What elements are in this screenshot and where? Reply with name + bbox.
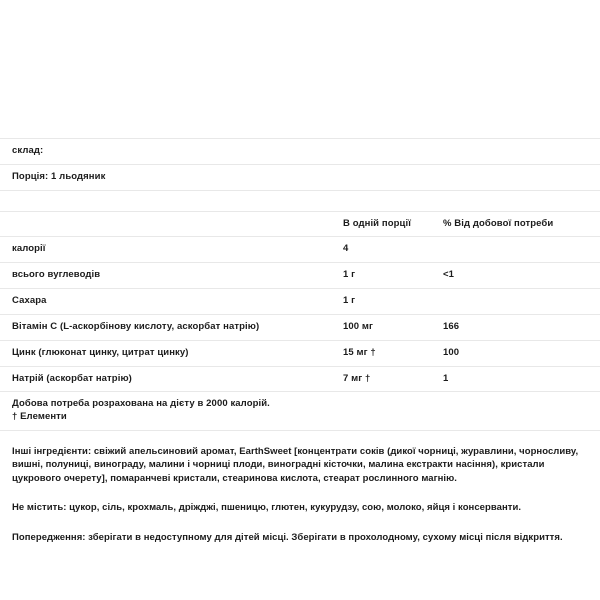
nutrient-amount: 100 мг (343, 314, 443, 340)
table-row (0, 289, 600, 315)
table-row (0, 340, 600, 366)
nutrient-daily-value: 1 (443, 366, 600, 392)
other-ingredients-text: Інші інгредієнти: свіжий апельсиновий аромат, EarthSweet [концентрати соків (дикої чорниці, журавлини, чорносливу, вишні, полуниці, винограду, малини і чорниці плоди, виноградні кісточки, малина екстракти насіння), кристали цукрового очерету], помаранчеві кристали, стеаринова кислота, стеарат рослинного магнію. (12, 445, 579, 484)
warning-text: Попередження: зберігати в недоступному для дітей місці. Зберігати в прохолодному, сухому місці після відкриття. (12, 531, 563, 543)
panel-title-amount-spacer (343, 139, 443, 165)
notes-section (0, 445, 600, 544)
table-row (0, 263, 600, 289)
nutrient-amount: 4 (343, 237, 443, 263)
table-row (0, 314, 600, 340)
nutrient-amount: 1 г (343, 289, 443, 315)
nutrient-label: всього вуглеводів (0, 263, 343, 289)
column-header-daily-value: % Від добової потреби (443, 211, 600, 237)
nutrient-daily-value: <1 (443, 263, 600, 289)
nutrient-daily-value (443, 237, 600, 263)
table-row-spacer (0, 190, 600, 211)
nutrient-label: Цинк (глюконат цинку, цитрат цинку) (0, 340, 343, 366)
spacer-dv-cell (443, 190, 600, 211)
table-row (0, 366, 600, 392)
nutrient-daily-value: 100 (443, 340, 600, 366)
column-header-amount: В одній порції (343, 211, 443, 237)
table-row-title (0, 139, 600, 165)
nutrient-amount: 15 мг † (343, 340, 443, 366)
serving-size: Порція: 1 льодяник (0, 164, 343, 190)
panel-title: склад: (0, 139, 343, 165)
table-header-row (0, 211, 600, 237)
footnote-cell (0, 392, 600, 431)
free-of-text: Не містить: цукор, сіль, крохмаль, дріжджі, пшеницю, глютен, кукурудзу, сою, молоко, яйця і консерванти. (12, 502, 522, 514)
column-header-label (0, 211, 343, 237)
supplement-facts-panel (0, 138, 600, 431)
nutrient-amount: 1 г (343, 263, 443, 289)
nutrient-label: Натрій (аскорбат натрію) (0, 366, 343, 392)
footnote-dagger-legend: † Елементи (12, 411, 67, 423)
table-row-serving (0, 164, 600, 190)
footnote-daily-value-basis: Добова потреба розрахована на дієту в 2000 калорій. (12, 398, 270, 410)
nutrient-label: Сахара (0, 289, 343, 315)
spacer-label-cell (0, 190, 343, 211)
supplement-facts-table (0, 138, 600, 431)
panel-title-dv-spacer (443, 139, 600, 165)
nutrient-amount: 7 мг † (343, 366, 443, 392)
nutrient-label: калорії (0, 237, 343, 263)
table-row (0, 237, 600, 263)
nutrient-daily-value: 166 (443, 314, 600, 340)
serving-amount-spacer (343, 164, 443, 190)
nutrient-label: Вітамін C (L-аскорбінову кислоту, аскорбат натрію) (0, 314, 343, 340)
table-row-footnote (0, 392, 600, 431)
serving-dv-spacer (443, 164, 600, 190)
nutrient-daily-value (443, 289, 600, 315)
spacer-amount-cell (343, 190, 443, 211)
top-spacer (0, 0, 600, 138)
